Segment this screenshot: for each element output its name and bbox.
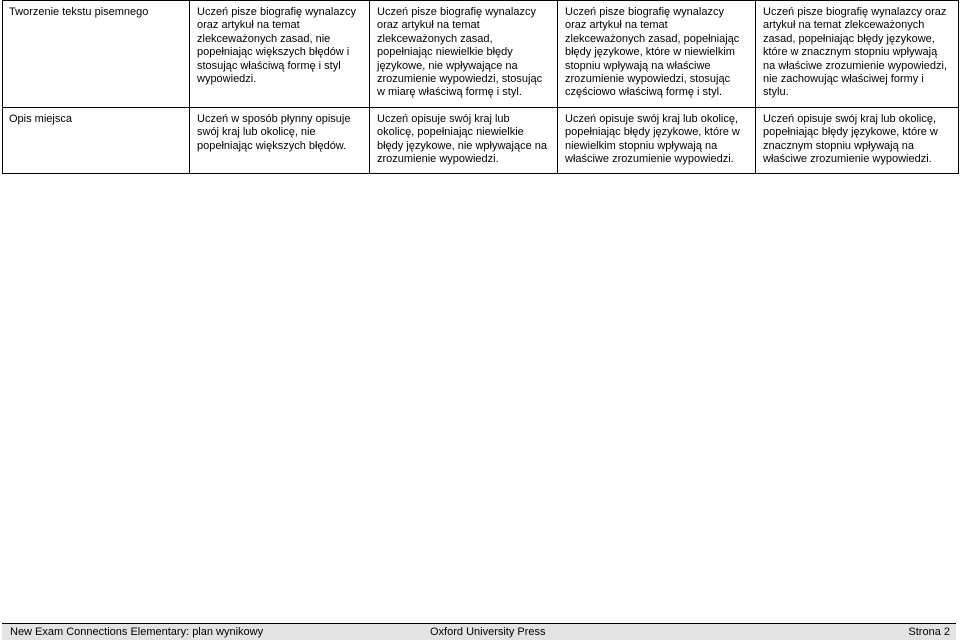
grade-cell: Uczeń pisze biografię wynalazcy oraz artykuł na temat zlekceważonych zasad, popełniając błędy językowe, które w znacznym stopniu wpływają na właściwe zrozumienie wypowiedzi, nie zachowując właściwej formy i stylu.	[756, 1, 959, 108]
grade-cell: Uczeń opisuje swój kraj lub okolicę, popełniając błędy językowe, które w znacznym stopniu wpływają na właściwe zrozumienie wypowiedzi.	[756, 107, 959, 174]
table-row	[3, 107, 959, 174]
footer-publisher: Oxford University Press	[430, 626, 546, 638]
footer-title: New Exam Connections Elementary: plan wynikowy	[10, 626, 264, 638]
grade-cell: Uczeń pisze biografię wynalazcy oraz artykuł na temat zlekceważonych zasad, popełniając niewielkie błędy językowe, nie wpływające na zrozumienie wypowiedzi, stosując w miarę właściwą formę i styl.	[370, 1, 558, 108]
criterion-cell: Tworzenie tekstu pisemnego	[3, 1, 190, 108]
table-row	[3, 1, 959, 108]
grade-cell: Uczeń opisuje swój kraj lub okolicę, popełniając niewielkie błędy językowe, nie wpływające na zrozumienie wypowiedzi.	[370, 107, 558, 174]
page-footer	[2, 623, 956, 640]
rubric-table	[2, 0, 959, 174]
footer-page-number: Strona 2	[908, 626, 950, 638]
grade-cell: Uczeń pisze biografię wynalazcy oraz artykuł na temat zlekceważonych zasad, nie popełniając większych błędów i stosując właściwą formę i styl wypowiedzi.	[190, 1, 370, 108]
criterion-cell: Opis miejsca	[3, 107, 190, 174]
grade-cell: Uczeń opisuje swój kraj lub okolicę, popełniając błędy językowe, które w niewielkim stopniu wpływają na właściwe zrozumienie wypowiedzi.	[558, 107, 756, 174]
grade-cell: Uczeń pisze biografię wynalazcy oraz artykuł na temat zlekceważonych zasad, popełniając błędy językowe, które w niewielkim stopniu wpływają na właściwe zrozumienie wypowiedzi, stosując częściowo właściwą formę i styl.	[558, 1, 756, 108]
grade-cell: Uczeń w sposób płynny opisuje swój kraj lub okolicę, nie popełniając większych błędów.	[190, 107, 370, 174]
